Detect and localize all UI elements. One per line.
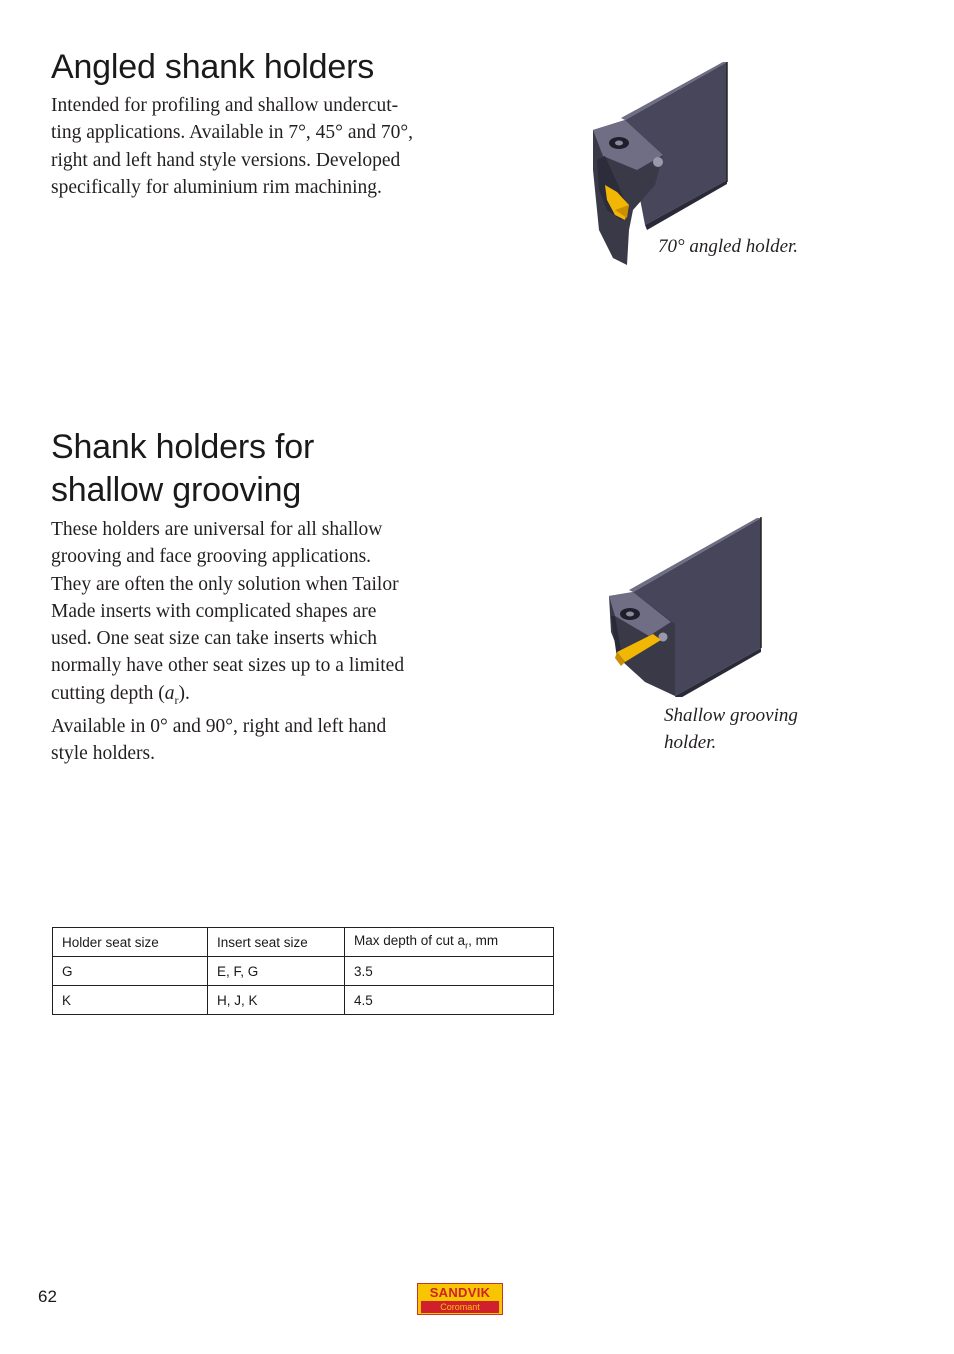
table-header-max-depth (345, 928, 554, 957)
section1-body-line: ting applications. Available in 7°, 45° and 70°, (51, 122, 414, 144)
table-cell: G (53, 957, 208, 986)
depth-suffix: ). (178, 682, 190, 704)
angled-holder-caption: 70° angled holder. (658, 236, 799, 257)
section2-title-line2: shallow grooving (51, 471, 302, 509)
depth-subscript: r (174, 692, 179, 707)
depth-variable: a (164, 682, 175, 704)
table-header-row (53, 928, 554, 957)
grooving-holder-caption (664, 702, 798, 756)
section1-body-line: specifically for aluminium rim machining. (51, 176, 382, 198)
section2-paragraph1-line: normally have other seat sizes up to a limited (51, 655, 405, 677)
table-row (53, 986, 554, 1015)
section2-paragraph1-last-line (51, 680, 456, 714)
max-depth-unit: , mm (468, 933, 499, 949)
section1-body (51, 92, 456, 201)
table-header-insert-seat: Insert seat size (208, 928, 345, 957)
section1-title: Angled shank holders (51, 48, 375, 86)
shallow-grooving-holder-illustration (605, 512, 770, 697)
max-depth-label: Max depth of cut a (354, 933, 466, 949)
logo-brand: SANDVIK (429, 1285, 491, 1300)
table-header-holder-seat: Holder seat size (53, 928, 208, 957)
section2-paragraph1-line: used. One seat size can take inserts which (51, 628, 377, 650)
table-cell: 3.5 (345, 957, 554, 986)
section2-paragraph1-line: These holders are universal for all shallow (51, 519, 383, 540)
grooving-holder-caption-line2: holder. (664, 732, 717, 753)
section1-body-line: Intended for profiling and shallow undercut- (51, 95, 399, 116)
section2-paragraph1-line: Made inserts with complicated shapes are (51, 600, 377, 622)
table-row (53, 957, 554, 986)
page-number: 62 (38, 1287, 57, 1306)
grooving-holder-caption-line1: Shallow grooving (664, 705, 798, 726)
table-cell: H, J, K (208, 986, 345, 1015)
seat-size-table (52, 927, 554, 1015)
section2-paragraph2-line: Available in 0° and 90°, right and left hand (51, 716, 387, 737)
section2-title-line1: Shank holders for (51, 428, 315, 466)
depth-prefix: cutting depth ( (51, 682, 165, 704)
section2-paragraph1-line: They are often the only solution when Tailor (51, 573, 399, 595)
sandvik-coromant-logo (417, 1283, 503, 1315)
section2-paragraph1 (51, 516, 456, 714)
table-cell: E, F, G (208, 957, 345, 986)
section2-paragraph2 (51, 713, 456, 768)
section1-body-line: right and left hand style versions. Developed (51, 149, 401, 171)
section2-paragraph1-line: grooving and face grooving applications. (51, 546, 372, 568)
table-cell: 4.5 (345, 986, 554, 1015)
table-cell: K (53, 986, 208, 1015)
max-depth-subscript: r (465, 940, 469, 951)
logo-sub: Coromant (421, 1301, 499, 1313)
section2-paragraph2-line: style holders. (51, 743, 155, 765)
